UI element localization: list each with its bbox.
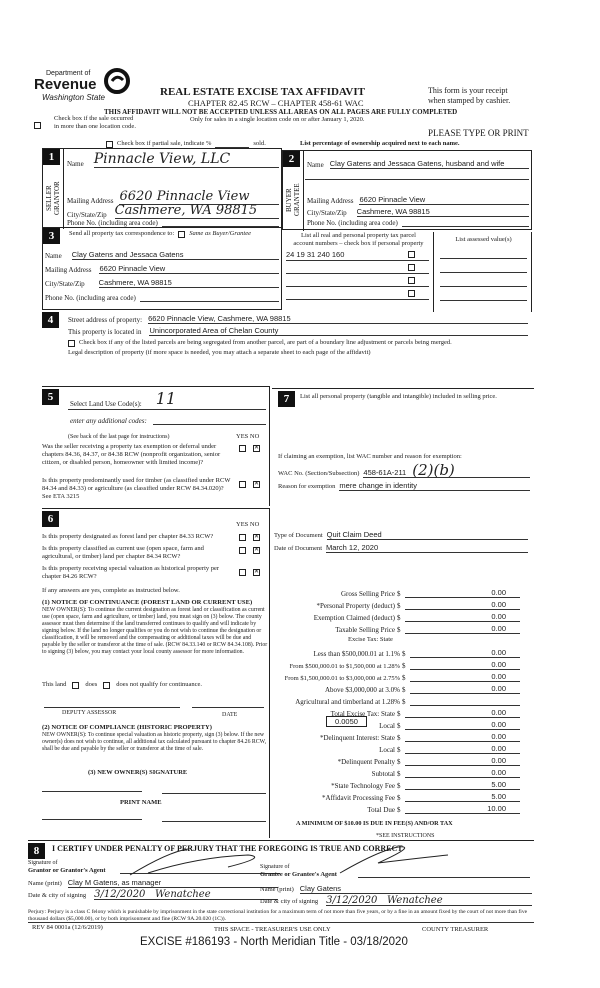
tax-value: 10.00 bbox=[405, 804, 520, 814]
grantee-name-field[interactable] bbox=[260, 885, 532, 894]
section-number-7: 7 bbox=[278, 391, 295, 407]
grantor-sig-label-1: Signature of bbox=[28, 860, 58, 866]
street-address-label: Street address of property: bbox=[68, 316, 143, 324]
tax-value: 0.00 bbox=[405, 612, 520, 622]
same-as-buyer-label: Same as Buyer/Grantee bbox=[189, 230, 251, 237]
current-use-yes-checkbox[interactable] bbox=[239, 547, 246, 554]
grantor-date-label: Date & city of signing bbox=[28, 892, 87, 899]
grantee-sig-label-2: Grantee or Grantee's Agent bbox=[260, 871, 337, 878]
current-use-question: Is this property classified as current use (open space, farm and agricultural, or timber) land per chapter 84.34 RCW? bbox=[42, 545, 204, 560]
tax-row-agricultural[interactable]: Agricultural and timberland at 1.28% $ bbox=[272, 694, 520, 706]
seller-grantor-label bbox=[45, 173, 61, 223]
wac-label: WAC No. (Section/Subsection) bbox=[278, 470, 360, 477]
send-correspondence-row bbox=[69, 230, 251, 238]
buyer-city-field[interactable] bbox=[307, 207, 529, 217]
buyer-phone-label: Phone No. (including area code) bbox=[307, 219, 398, 227]
deputy-assessor-signature-field[interactable] bbox=[44, 707, 180, 708]
exemption-question: Was the seller receiving a property tax exemption or deferral under chapters 84.36, 84.37, or 84.38 RCW (nonprofit organization, senior citizen, or disabled person, homeowner with limited income)? bbox=[42, 443, 221, 466]
continuance-row bbox=[42, 681, 202, 689]
parcel-row[interactable] bbox=[286, 287, 429, 300]
notice-continuance-title: (1) NOTICE OF CONTINUANCE (FOREST LAND OR CURRENT USE) bbox=[42, 599, 253, 606]
new-owner-signature-label: (3) NEW OWNER(S) SIGNATURE bbox=[88, 769, 188, 776]
tax-value: 0.00 bbox=[405, 708, 520, 718]
seller-city-field[interactable] bbox=[67, 203, 279, 219]
buyer-city-label: City/State/Zip bbox=[307, 209, 347, 217]
located-in-value: Unincorporated Area of Chelan County bbox=[149, 326, 528, 336]
deputy-assessor-label: DEPUTY ASSESSOR bbox=[62, 710, 117, 716]
tax-label: Gross Selling Price bbox=[340, 590, 395, 598]
multi-location-label-1: Check box if the sale occurred bbox=[54, 115, 134, 122]
street-address-field[interactable] bbox=[68, 314, 528, 324]
section-2-buyer bbox=[282, 150, 532, 230]
q1-yes-checkbox[interactable] bbox=[239, 445, 246, 452]
corr-mailing-field[interactable] bbox=[45, 264, 279, 274]
tax-row-tech-fee[interactable]: *State Technology Fee $ 5.00 bbox=[280, 778, 520, 790]
seller-phone-label: Phone No. (including area code) bbox=[67, 219, 158, 227]
grantor-name-label: Name (print) bbox=[28, 880, 62, 887]
assessed-value-field[interactable] bbox=[440, 258, 527, 259]
tax-label: Above $3,000,000 at 3.0% bbox=[324, 686, 400, 694]
partial-sale-row bbox=[106, 140, 266, 148]
section-1-seller bbox=[42, 148, 282, 228]
seller-phone-field[interactable] bbox=[67, 219, 279, 227]
grantee-signature-field[interactable] bbox=[358, 877, 530, 878]
doc-date-value: March 12, 2020 bbox=[326, 543, 528, 553]
see-instructions-note: *SEE INSTRUCTIONS bbox=[376, 833, 435, 839]
tax-label: *Delinquent Penalty bbox=[337, 758, 395, 766]
buyer-name-label: Name bbox=[307, 161, 324, 169]
page-title: REAL ESTATE EXCISE TAX AFFIDAVIT bbox=[160, 86, 365, 98]
corr-city-field[interactable] bbox=[45, 278, 279, 288]
tax-label: From $500,000.01 to $1,500,000 at 1.28% bbox=[289, 663, 400, 670]
q1-no-checkbox[interactable] bbox=[253, 445, 260, 452]
section-number-4: 4 bbox=[42, 312, 59, 328]
tax-row-taxable[interactable]: Taxable Selling Price $ 0.00 bbox=[280, 622, 520, 634]
grantor-sig-label-2: Grantor or Grantor's Agent bbox=[28, 867, 106, 874]
reason-label: Reason for exemption bbox=[278, 483, 336, 490]
tax-row-total-due[interactable]: Total Due $ 10.00 bbox=[280, 802, 520, 814]
section-5-land-use bbox=[42, 386, 270, 506]
grantee-date-field[interactable] bbox=[260, 897, 532, 906]
page-subtitle: CHAPTER 82.45 RCW – CHAPTER 458-61 WAC bbox=[188, 98, 364, 108]
local-rate-box: 0.0050 bbox=[326, 716, 367, 727]
seller-mailing-label: Mailing Address bbox=[67, 197, 114, 205]
land-use-code-field[interactable] bbox=[70, 389, 266, 408]
historic-question: Is this property receiving special valuation as historical property per chapter 84.26 RCW? bbox=[42, 565, 220, 580]
grantee-name-value: Clay Gatens bbox=[300, 885, 532, 894]
historic-checkboxes bbox=[239, 569, 260, 576]
treasurer-use-label: THIS SPACE - TREASURER'S USE ONLY bbox=[214, 926, 331, 933]
same-as-buyer-checkbox[interactable] bbox=[178, 231, 185, 238]
grantor-label: GRANTOR bbox=[53, 181, 61, 215]
tax-label: *State Technology Fee bbox=[331, 782, 395, 790]
section-4-property bbox=[42, 312, 532, 372]
grantee-signature-label bbox=[260, 863, 337, 879]
personal-property-checkbox[interactable] bbox=[408, 277, 415, 284]
excise-stamp: EXCISE #186193 - North Meridian Title - 03/18/2020 bbox=[140, 936, 408, 948]
does-not-qualify-checkbox[interactable] bbox=[103, 682, 110, 689]
dor-logo bbox=[34, 70, 134, 110]
legal-description-label: Legal description of property (if more space is needed, you may attach a separate sheet to each page of the affidavit) bbox=[68, 349, 371, 356]
corr-city-value: Cashmere, WA 98815 bbox=[99, 278, 279, 288]
receipt-note bbox=[428, 86, 510, 106]
located-in-field[interactable] bbox=[68, 326, 528, 336]
section-3-correspondence bbox=[42, 228, 282, 310]
partial-sale-checkbox[interactable] bbox=[106, 141, 113, 148]
tax-value: 0.00 bbox=[405, 720, 520, 730]
buyer-phone-field[interactable] bbox=[307, 219, 529, 227]
section-8-certification bbox=[28, 840, 534, 920]
ownership-note: List percentage of ownership acquired next to each name. bbox=[300, 140, 460, 147]
tax-row-tier4[interactable]: Above $3,000,000 at 3.0% $ 0.00 bbox=[272, 682, 520, 694]
partial-sale-percent-field[interactable] bbox=[215, 140, 249, 148]
corr-mailing-value: 6620 Pinnacle View bbox=[99, 264, 279, 274]
personal-property-label: List all personal property (tangible and intangible) included in selling price. bbox=[300, 393, 497, 400]
seller-name-label: Name bbox=[67, 160, 84, 168]
no-label: NO bbox=[249, 433, 260, 440]
buyer-mailing-value: 6620 Pinnacle View bbox=[359, 195, 529, 205]
grantor-date-field[interactable] bbox=[28, 891, 278, 900]
corr-name-label: Name bbox=[45, 252, 62, 260]
buyer-name-field[interactable] bbox=[307, 159, 529, 169]
tax-row-local[interactable]: Local $ 0.00 bbox=[280, 718, 520, 730]
land-use-value: 11 bbox=[155, 389, 177, 408]
grantor-name-value: Clay M Gatens, as manager bbox=[68, 879, 278, 888]
logo-revenue-text: Revenue bbox=[34, 76, 97, 93]
tax-value: 0.00 bbox=[405, 756, 520, 766]
instructions-note: (See back of the last page for instructions) bbox=[68, 434, 170, 440]
assessor-date-field[interactable] bbox=[192, 707, 264, 708]
grantee-label: GRANTEE bbox=[293, 183, 301, 217]
current-use-checkboxes bbox=[239, 547, 260, 554]
document-type-field[interactable] bbox=[274, 530, 528, 540]
this-land-label: This land bbox=[42, 681, 67, 688]
tax-label: *Affidavit Processing Fee bbox=[322, 794, 395, 802]
forest-land-question: Is this property designated as forest land per chapter 84.33 RCW? bbox=[42, 533, 214, 540]
q2-no-checkbox[interactable] bbox=[253, 481, 260, 488]
tax-value: 0.00 bbox=[410, 672, 520, 682]
parcel-header-1: List all real and personal property tax parcel bbox=[301, 232, 416, 239]
grantee-date-value: 3/12/2020 Wenatchee bbox=[326, 897, 532, 906]
no-label: NO bbox=[249, 521, 260, 528]
corr-name-field[interactable] bbox=[45, 250, 279, 260]
buyer-label: BUYER bbox=[285, 188, 293, 212]
tax-value: 0.00 bbox=[410, 648, 520, 658]
tax-value: 5.00 bbox=[405, 780, 520, 790]
seller-label: SELLER bbox=[45, 185, 53, 211]
minimum-due-note: A MINIMUM OF $10.00 IS DUE IN FEE(S) AND/OR TAX bbox=[296, 820, 453, 827]
tax-label: Taxable Selling Price bbox=[335, 626, 395, 634]
notice-continuance-body: NEW OWNER(S): To continue the current designation as forest land or classification as current use (open space, farm and agriculture, or timber) land, you must sign on (3) below. The county assessor must then determine if the land transferred continues to qualify and will indicate by signing below. If the land no longer qualifies or you do not wish to continue the designation or classification, it will be removed and the compensating or additional taxes will be due and payable by the seller or transferor at the time of sale. (RCW 84.33.140 or RCW 84.34.108). Prior to signing (3) below, you may contact your local county assessor for more information. bbox=[42, 607, 268, 655]
notice-compliance-body: NEW OWNER(S): To continue special valuation as historic property, sign (3) below. If the new owner(s) does not wish to continue, all additional tax calculated pursuant to chapter 84.26 RCW, shall be due and payable by the seller or transferor at the time of sale. bbox=[42, 732, 267, 752]
completion-warning: THIS AFFIDAVIT WILL NOT BE ACCEPTED UNLESS ALL AREAS ON ALL PAGES ARE FULLY COMPLETED bbox=[104, 108, 458, 116]
current-use-no-checkbox[interactable] bbox=[253, 547, 260, 554]
tax-label: Total Due bbox=[367, 806, 395, 814]
parcel-header-2: account numbers – check box if personal property bbox=[293, 240, 424, 247]
buyer-city-value: Cashmere, WA 98815 bbox=[357, 207, 529, 217]
additional-codes-field[interactable] bbox=[70, 417, 266, 425]
yes-no-header-6 bbox=[236, 521, 259, 529]
receipt-note-line2: when stamped by cashier. bbox=[428, 96, 511, 105]
parcel-list bbox=[284, 232, 434, 312]
yes-label: YES bbox=[236, 521, 249, 528]
historic-no-checkbox[interactable] bbox=[253, 569, 260, 576]
q1-checkboxes bbox=[239, 445, 260, 452]
grantor-name-field[interactable] bbox=[28, 879, 278, 888]
does-not-label: does not qualify for continuance. bbox=[116, 681, 203, 688]
section-6-designations bbox=[42, 508, 270, 838]
new-owner-signature-field-2[interactable] bbox=[162, 793, 266, 794]
corr-city-label: City/State/Zip bbox=[45, 280, 85, 288]
wac-handwritten: (2)(b) bbox=[412, 461, 455, 479]
personal-property-checkbox[interactable] bbox=[408, 251, 415, 258]
exemption-reason-field[interactable] bbox=[278, 481, 530, 491]
tax-label: From $1,500,000.01 to $3,000,000 at 2.75% bbox=[284, 675, 400, 682]
form-revision: REV 84 0001a (12/6/2019) bbox=[32, 924, 103, 931]
section-number-2: 2 bbox=[283, 151, 300, 167]
tax-label: Total Excise Tax: State bbox=[330, 710, 395, 718]
grantee-sig-label-1: Signature of bbox=[260, 864, 290, 870]
tax-row-tier3[interactable]: From $1,500,000.01 to $3,000,000 at 2.75% $ 0.00 bbox=[272, 670, 520, 682]
tax-row-processing-fee[interactable]: *Affidavit Processing Fee $ 5.00 bbox=[280, 790, 520, 802]
county-treasurer-label: COUNTY TREASURER bbox=[422, 926, 489, 933]
parcel-row[interactable] bbox=[286, 248, 429, 261]
print-name-field-2[interactable] bbox=[162, 821, 266, 822]
tax-label: *Delinquent Interest: State bbox=[319, 734, 395, 742]
assessed-value-field[interactable] bbox=[440, 300, 527, 301]
tax-value: 0.00 bbox=[405, 588, 520, 598]
grantee-name-label: Name (print) bbox=[260, 886, 294, 893]
buyer-mailing-label: Mailing Address bbox=[307, 197, 354, 205]
does-label: does bbox=[85, 681, 98, 688]
tax-label: Local bbox=[379, 722, 395, 730]
q2-checkboxes bbox=[239, 481, 260, 488]
assessed-values bbox=[436, 232, 532, 312]
excise-heading: Excise Tax: State bbox=[348, 636, 393, 643]
doc-date-label: Date of Document bbox=[274, 545, 323, 552]
historic-yes-checkbox[interactable] bbox=[239, 569, 246, 576]
section-number-1: 1 bbox=[43, 149, 60, 165]
dor-emblem-icon bbox=[104, 68, 130, 94]
tax-row-total-state[interactable]: Total Excise Tax: State $ 0.00 bbox=[280, 706, 520, 718]
corr-mailing-label: Mailing Address bbox=[45, 266, 92, 274]
tax-value: 0.00 bbox=[405, 624, 520, 634]
tax-value: 0.00 bbox=[405, 600, 520, 610]
tax-row-gross[interactable]: Gross Selling Price $ 0.00 bbox=[280, 586, 520, 598]
buyer-name-value: Clay Gatens and Jessaca Gatens, husband and wife bbox=[330, 159, 529, 169]
corr-phone-field[interactable] bbox=[45, 294, 279, 302]
partial-sale-label: Check box if partial sale, indicate % bbox=[117, 140, 212, 147]
additional-codes-label: enter any additional codes: bbox=[70, 417, 147, 425]
tax-row-subtotal[interactable]: Subtotal $ 0.00 bbox=[280, 766, 520, 778]
document-date-field[interactable] bbox=[274, 543, 528, 553]
yes-label: YES bbox=[236, 433, 249, 440]
buyer-grantee-label bbox=[285, 175, 301, 225]
tax-row-tier2[interactable]: From $500,000.01 to $1,500,000 at 1.28% $ 0.00 bbox=[272, 658, 520, 670]
land-use-label: Select Land Use Code(s): bbox=[70, 400, 142, 408]
exemption-label: If claiming an exemption, list WAC number and reason for exemption: bbox=[278, 453, 462, 460]
corr-name-value: Clay Gatens and Jessaca Gatens bbox=[72, 250, 279, 260]
notice-compliance-title: (2) NOTICE OF COMPLIANCE (HISTORIC PROPERTY) bbox=[42, 724, 212, 731]
seller-name-field[interactable] bbox=[67, 151, 279, 168]
section-number-8: 8 bbox=[28, 843, 45, 859]
tax-label: Agricultural and timberland at 1.28% bbox=[295, 698, 400, 706]
timber-question: Is this property predominantly used for timber (as classified under RCW 84.34 and 84.33) or agriculture (as classified under RCW 84.34.020)? See ETA 3215 bbox=[42, 477, 231, 500]
tax-value: 0.00 bbox=[405, 744, 520, 754]
tax-value: 5.00 bbox=[405, 792, 520, 802]
tax-row-penalty[interactable]: *Delinquent Penalty $ 0.00 bbox=[280, 754, 520, 766]
section-7-personal-property bbox=[272, 388, 534, 508]
print-name-label: PRINT NAME bbox=[120, 799, 162, 806]
wac-value: 458-61A-211 bbox=[363, 468, 407, 477]
print-name-field-1[interactable] bbox=[42, 819, 142, 820]
wac-number-field[interactable] bbox=[278, 463, 530, 478]
partial-sale-suffix: sold. bbox=[253, 140, 266, 147]
q2-yes-checkbox[interactable] bbox=[239, 481, 246, 488]
multi-location-label-2: in more than one location code. bbox=[54, 123, 136, 130]
send-correspondence-label: Send all property tax correspondence to: bbox=[69, 230, 175, 237]
forest-no-checkbox[interactable] bbox=[253, 534, 260, 541]
segregated-checkbox[interactable] bbox=[68, 340, 75, 347]
tax-value: 0.00 bbox=[410, 684, 520, 694]
tax-row-tier1[interactable]: Less than $500,000.01 at 1.1% $ 0.00 bbox=[272, 646, 520, 658]
yes-no-header bbox=[236, 433, 259, 441]
seller-mailing-value: 6620 Pinnacle View bbox=[119, 189, 279, 205]
tax-label: Exemption Claimed (deduct) bbox=[313, 614, 395, 622]
seller-city-label: City/State/Zip bbox=[67, 211, 107, 219]
section-number-3: 3 bbox=[43, 228, 60, 244]
tax-row-interest-state[interactable]: *Delinquent Interest: State $ 0.00 bbox=[280, 730, 520, 742]
receipt-note-line1: This form is your receipt bbox=[428, 86, 508, 95]
tax-label: *Personal Property (deduct) bbox=[316, 602, 395, 610]
grantor-signature-label bbox=[28, 859, 106, 875]
parcel-row[interactable] bbox=[286, 261, 429, 274]
section-number-5: 5 bbox=[42, 389, 59, 405]
grantor-date-value: 3/12/2020 Wenatchee bbox=[94, 891, 278, 900]
type-or-print: PLEASE TYPE OR PRINT bbox=[428, 128, 529, 138]
forest-yes-checkbox[interactable] bbox=[239, 534, 246, 541]
section-number-6: 6 bbox=[42, 511, 59, 527]
doc-type-value: Quit Claim Deed bbox=[327, 530, 528, 540]
parcel-number: 24 19 31 240 160 bbox=[286, 249, 345, 259]
assessed-value-field[interactable] bbox=[440, 286, 527, 287]
doc-type-label: Type of Document bbox=[274, 532, 323, 539]
tax-value: 0.00 bbox=[405, 732, 520, 742]
street-address-value: 6620 Pinnacle View, Cashmere, WA 98815 bbox=[148, 314, 528, 324]
reason-value: mere change in identity bbox=[339, 481, 530, 491]
corr-phone-label: Phone No. (including area code) bbox=[45, 294, 136, 302]
multi-location-label bbox=[54, 115, 136, 131]
assessed-value-field[interactable] bbox=[440, 272, 527, 273]
buyer-mailing-field[interactable] bbox=[307, 195, 529, 205]
tax-label: Local bbox=[379, 746, 395, 754]
logo-state-text: Washington State bbox=[42, 93, 106, 102]
personal-property-checkbox[interactable] bbox=[408, 264, 415, 271]
grantee-signature-scribble-icon bbox=[338, 843, 458, 875]
perjury-notice: Perjury: Perjury is a class C felony which is punishable by imprisonment in the state correctional institution for a maximum term of not more than five years, or by a fine in an amount fixed by the court of not more than five thousand dollars ($5,000.00), or by both imprisonment and fine (RCW 9A.20.020 (1C)). bbox=[28, 909, 528, 922]
logo-dept-text: Department of bbox=[46, 70, 91, 77]
does-qualify-checkbox[interactable] bbox=[72, 682, 79, 689]
date-label: DATE bbox=[222, 712, 238, 718]
parcel-header bbox=[284, 232, 433, 248]
forest-checkboxes bbox=[239, 534, 260, 541]
assessed-header: List assessed value(s) bbox=[455, 236, 512, 243]
certification-statement: I CERTIFY UNDER PENALTY OF PERJURY THAT THE FOREGOING IS TRUE AND CORRECT bbox=[52, 844, 403, 853]
personal-property-checkbox[interactable] bbox=[408, 290, 415, 297]
seller-name-value: Pinnacle View, LLC bbox=[94, 151, 279, 168]
if-yes-note: If any answers are yes, complete as instructed below. bbox=[42, 587, 180, 594]
single-location-note: Only for sales in a single location code on or after January 1, 2020. bbox=[190, 116, 365, 123]
tax-label: Less than $500,000.01 at 1.1% bbox=[313, 650, 400, 658]
seller-city-value: Cashmere, WA 98815 bbox=[115, 203, 279, 219]
tax-row-exemption[interactable]: Exemption Claimed (deduct) $ 0.00 bbox=[280, 610, 520, 622]
segregated-row bbox=[68, 339, 452, 347]
segregated-label: Check box if any of the listed parcels are being segregated from another parcel, are part of a boundary line adjustment or parcels being merged. bbox=[79, 339, 452, 346]
multi-location-checkbox[interactable] bbox=[34, 121, 41, 129]
tax-label: Subtotal bbox=[371, 770, 395, 778]
tax-value: 0.00 bbox=[410, 660, 520, 670]
located-in-label: This property is located in bbox=[68, 328, 142, 336]
tax-row-personal-property[interactable]: *Personal Property (deduct) $ 0.00 bbox=[280, 598, 520, 610]
tax-row-interest-local[interactable]: Local $ 0.00 bbox=[280, 742, 520, 754]
parcel-row[interactable] bbox=[286, 274, 429, 287]
grantee-date-label: Date & city of signing bbox=[260, 898, 319, 905]
new-owner-signature-field-1[interactable] bbox=[42, 791, 142, 792]
tax-value: 0.00 bbox=[405, 768, 520, 778]
